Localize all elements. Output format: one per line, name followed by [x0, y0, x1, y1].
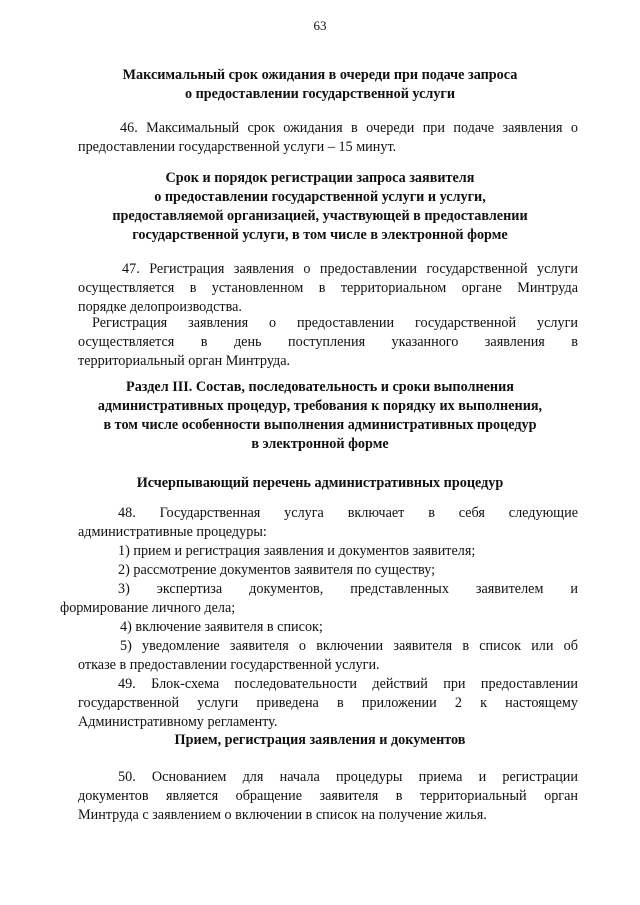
list-item: 3) экспертиза документов, представленных заявителем и	[118, 581, 578, 597]
list-item: 2) рассмотрение документов заявителя по существу;	[118, 562, 436, 578]
paragraph-48: 48. Государственная услуга включает в себя следующие административные процедуры:	[78, 505, 578, 540]
paragraph-47-registration: Регистрация заявления о предоставлении государственной услуги осуществляется в день поступления указанного заявления в территориальный орган Минтруда.	[78, 315, 578, 369]
paragraph-47: 47. Регистрация заявления о предоставлении государственной услуги осуществляется в установленном в территориальном органе Минтруда порядке делопроизводства.	[78, 261, 578, 315]
paragraph-49: 49. Блок-схема последовательности действий при предоставлении государственной услуги приведена в приложении 2 к настоящему Административному регламенту.	[78, 676, 578, 730]
list-item-continuation: формирование личного дела;	[60, 600, 236, 616]
section-heading-registration: Срок и порядок регистрации запроса заявителя о предоставлении государственной услуги и услуги, предоставляемой организацией, участвующей в предоставлении государственной услуги, в том числе в электронной форме	[112, 170, 528, 243]
page-number: 63	[313, 18, 327, 33]
section-heading-queue-time: Максимальный срок ожидания в очереди при подаче запроса о предоставлении государственной услуги	[122, 67, 518, 102]
list-item-continuation: отказе в предоставлении государственной услуги.	[78, 657, 380, 673]
paragraph-46: 46. Максимальный срок ожидания в очереди при подаче заявления о предоставлении государственной услуги – 15 минут.	[78, 120, 578, 155]
list-item: 4) включение заявителя в список;	[120, 619, 323, 635]
paragraph-50: 50. Основанием для начала процедуры приема и регистрации документов является обращение заявителя в территориальный орган Минтруда с заявлением о включении в список на получение жилья.	[78, 769, 578, 823]
section-heading-procedures-list: Исчерпывающий перечень административных процедур	[136, 475, 504, 491]
list-item: 1) прием и регистрация заявления и документов заявителя;	[118, 543, 476, 559]
list-item: 5) уведомление заявителя о включении заявителя в список или об	[120, 638, 578, 654]
procedures-list	[60, 542, 578, 675]
section-heading-reception: Прием, регистрация заявления и документов	[174, 732, 466, 748]
section-heading-part-3: Раздел III. Состав, последовательность и сроки выполнения административных процедур, требования к порядку их выполнения, в том числе особенности выполнения административных процедур в электронной форме	[97, 379, 543, 452]
